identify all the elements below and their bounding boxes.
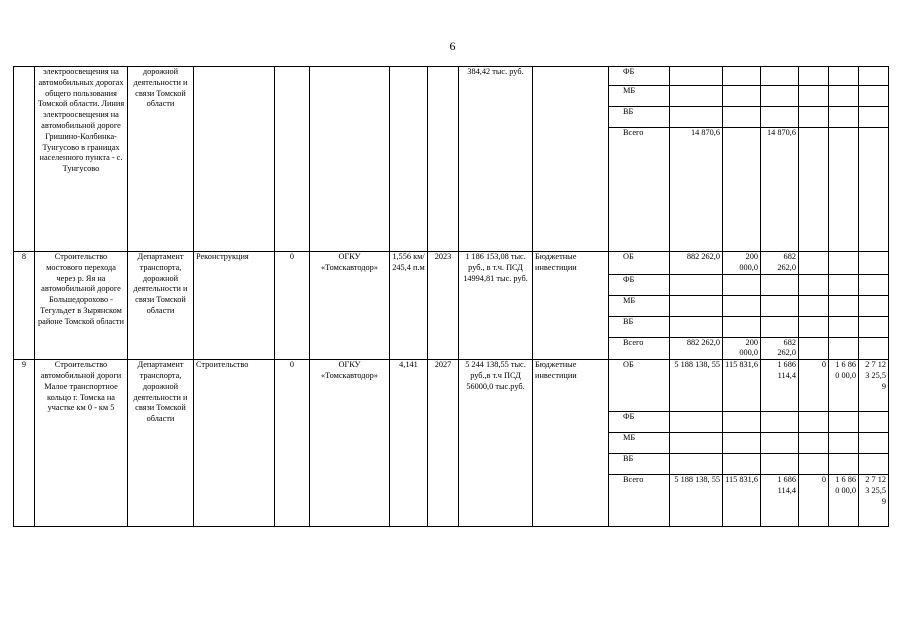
- cell-estimated-cost: 5 244 138,55 тыс. руб.,в т.ч ПСД 56000,0 тыс.руб.: [459, 360, 533, 527]
- cell-row-number: [14, 67, 35, 252]
- cell-funding-year-4: [829, 433, 859, 454]
- cell-fund-source: ВБ: [609, 107, 670, 128]
- table-row: [14, 67, 889, 86]
- cell-funding-year-4: [829, 337, 859, 360]
- cell-fund-source: Всего: [609, 128, 670, 252]
- cell-customer: ОГКУ «Томскавтодор»: [310, 252, 390, 360]
- cell-funding-year-1: [723, 412, 761, 433]
- cell-object-name: Строительство автомобильной дороги Малое транспортное кольцо г. Томска на участке км 0 - км 5: [35, 360, 128, 527]
- cell-funding-year-2: [761, 295, 799, 316]
- cell-year: 2023: [428, 252, 459, 360]
- cell-fund-source: ФБ: [609, 274, 670, 295]
- cell-funding-year-1: [723, 86, 761, 107]
- cell-funding-year-5: [859, 412, 889, 433]
- cell-funding-year-3: [799, 86, 829, 107]
- cell-funding-year-4: [829, 412, 859, 433]
- cell-funding-total: [670, 67, 723, 86]
- cell-funding-year-4: [829, 454, 859, 475]
- cell-funding-total: [670, 295, 723, 316]
- cell-funding-year-3: [799, 412, 829, 433]
- cell-funding-year-5: [859, 433, 889, 454]
- cell-fund-source: МБ: [609, 86, 670, 107]
- cell-funding-year-3: [799, 128, 829, 252]
- cell-funding-year-5: [859, 274, 889, 295]
- cell-readiness: 0: [275, 360, 310, 527]
- cell-funding-year-2: 1 686 114,4: [761, 475, 799, 527]
- cell-funding-year-5: [859, 316, 889, 337]
- cell-funding-year-2: 14 870,6: [761, 128, 799, 252]
- cell-funding-year-1: [723, 316, 761, 337]
- cell-funding-year-3: [799, 337, 829, 360]
- cell-funding-year-4: [829, 274, 859, 295]
- cell-fund-source: ФБ: [609, 412, 670, 433]
- cell-funding-year-4: 1 6 86 0 00,0: [829, 475, 859, 527]
- cell-funding-year-2: [761, 107, 799, 128]
- cell-funding-total: 14 870,6: [670, 128, 723, 252]
- cell-funding-year-4: [829, 252, 859, 275]
- cell-estimated-cost: 384,42 тыс. руб.: [459, 67, 533, 252]
- cell-funding-year-4: [829, 128, 859, 252]
- cell-fund-source: ОБ: [609, 252, 670, 275]
- cell-funding-year-5: [859, 107, 889, 128]
- cell-funding-year-1: 200 000,0: [723, 252, 761, 275]
- cell-funding-year-1: [723, 128, 761, 252]
- cell-funding-year-1: [723, 67, 761, 86]
- cell-object-name: Строительство мостового перехода через р. Яя на автомобильной дороге Большедорохово - Тегульдет в Зырянском районе Томской области: [35, 252, 128, 360]
- cell-funding-total: [670, 107, 723, 128]
- page-number: 6: [449, 39, 456, 53]
- cell-funding-total: [670, 412, 723, 433]
- cell-customer: [310, 67, 390, 252]
- cell-funding-total: 5 188 138, 55: [670, 475, 723, 527]
- cell-fund-source: МБ: [609, 295, 670, 316]
- cell-customer: ОГКУ «Томскавтодор»: [310, 360, 390, 527]
- cell-funding-year-5: [859, 252, 889, 275]
- cell-funding-year-5: [859, 337, 889, 360]
- cell-capacity: [390, 67, 428, 252]
- cell-funding-year-3: [799, 274, 829, 295]
- cell-funding-year-5: [859, 86, 889, 107]
- cell-work-type: Строительство: [194, 360, 275, 527]
- cell-funding-year-3: [799, 433, 829, 454]
- cell-funding-year-5: 2 7 12 3 25,5 9: [859, 360, 889, 412]
- cell-work-type: [194, 67, 275, 252]
- cell-funding-year-1: [723, 295, 761, 316]
- cell-funding-year-3: [799, 107, 829, 128]
- cell-funding-year-3: [799, 454, 829, 475]
- cell-readiness: 0: [275, 252, 310, 360]
- cell-funding-year-1: 115 831,6: [723, 475, 761, 527]
- cell-funding-year-3: [799, 67, 829, 86]
- cell-funding-year-4: [829, 316, 859, 337]
- cell-funding-year-2: [761, 412, 799, 433]
- cell-fund-source: Всего: [609, 475, 670, 527]
- cell-fund-source: ОБ: [609, 360, 670, 412]
- cell-funding-year-2: 1 686 114,4: [761, 360, 799, 412]
- cell-funding-year-2: [761, 86, 799, 107]
- cell-capacity: 1,556 км/ 245,4 п.м: [390, 252, 428, 360]
- cell-funding-year-3: 0: [799, 360, 829, 412]
- cell-funding-year-5: [859, 295, 889, 316]
- table-row: [14, 360, 889, 412]
- cell-funding-year-5: [859, 454, 889, 475]
- cell-department: Департамент транспорта, дорожной деятельности и связи Томской области: [128, 252, 194, 360]
- cell-funding-year-2: [761, 316, 799, 337]
- cell-department: Департамент транспорта, дорожной деятельности и связи Томской области: [128, 360, 194, 527]
- cell-row-number: 8: [14, 252, 35, 360]
- cell-funding-year-2: [761, 67, 799, 86]
- cell-funding-year-1: 115 831,6: [723, 360, 761, 412]
- table-body: [14, 67, 889, 527]
- cell-funding-year-1: [723, 433, 761, 454]
- cell-funding-year-4: [829, 107, 859, 128]
- cell-funding-year-1: [723, 107, 761, 128]
- cell-funding-total: [670, 433, 723, 454]
- cell-funding-total: 882 262,0: [670, 252, 723, 275]
- cell-readiness: [275, 67, 310, 252]
- cell-estimated-cost: 1 186 153,08 тыс. руб., в т.ч. ПСД 14994,81 тыс. руб.: [459, 252, 533, 360]
- cell-funding-total: [670, 454, 723, 475]
- cell-funding-year-5: [859, 128, 889, 252]
- cell-funding-year-3: [799, 316, 829, 337]
- table-row: [14, 252, 889, 275]
- cell-funding-year-1: [723, 274, 761, 295]
- cell-funding-year-4: [829, 295, 859, 316]
- cell-funding-year-1: [723, 454, 761, 475]
- cell-work-type: Реконструкция: [194, 252, 275, 360]
- cell-funding-total: [670, 274, 723, 295]
- cell-funding-year-2: [761, 433, 799, 454]
- cell-year: [428, 67, 459, 252]
- cell-funding-year-3: [799, 295, 829, 316]
- cell-fund-source: МБ: [609, 433, 670, 454]
- cell-funding-year-4: [829, 67, 859, 86]
- cell-funding-year-5: 2 7 12 3 25,5 9: [859, 475, 889, 527]
- cell-funding-year-2: 682 262,0: [761, 337, 799, 360]
- cell-fund-source: Всего: [609, 337, 670, 360]
- cell-investment-form: [533, 67, 609, 252]
- cell-funding-total: [670, 86, 723, 107]
- cell-object-name: электроосвещения на автомобильных дорогах общего пользования Томской области. Линия электроосвещения на автомобильной дороге Гришино-Колбинка-Тунгусово в границах населенного пункта - с. Тунгусово: [35, 67, 128, 252]
- cell-funding-year-3: [799, 252, 829, 275]
- cell-row-number: 9: [14, 360, 35, 527]
- cell-fund-source: ВБ: [609, 316, 670, 337]
- cell-fund-source: ФБ: [609, 67, 670, 86]
- cell-investment-form: Бюджетные инвестиции: [533, 252, 609, 360]
- cell-funding-year-2: 682 262,0: [761, 252, 799, 275]
- cell-funding-year-5: [859, 67, 889, 86]
- cell-year: 2027: [428, 360, 459, 527]
- cell-funding-year-4: [829, 86, 859, 107]
- cell-funding-total: 5 188 138, 55: [670, 360, 723, 412]
- cell-capacity: 4,141: [390, 360, 428, 527]
- cell-funding-year-2: [761, 274, 799, 295]
- cell-funding-total: [670, 316, 723, 337]
- cell-funding-year-2: [761, 454, 799, 475]
- cell-funding-year-3: 0: [799, 475, 829, 527]
- cell-fund-source: ВБ: [609, 454, 670, 475]
- cell-funding-year-4: 1 6 86 0 00,0: [829, 360, 859, 412]
- cell-investment-form: Бюджетные инвестиции: [533, 360, 609, 527]
- cell-funding-total: 882 262,0: [670, 337, 723, 360]
- cell-department: дорожной деятельности и связи Томской области: [128, 67, 194, 252]
- investment-table: [13, 66, 889, 527]
- cell-funding-year-1: 200 000,0: [723, 337, 761, 360]
